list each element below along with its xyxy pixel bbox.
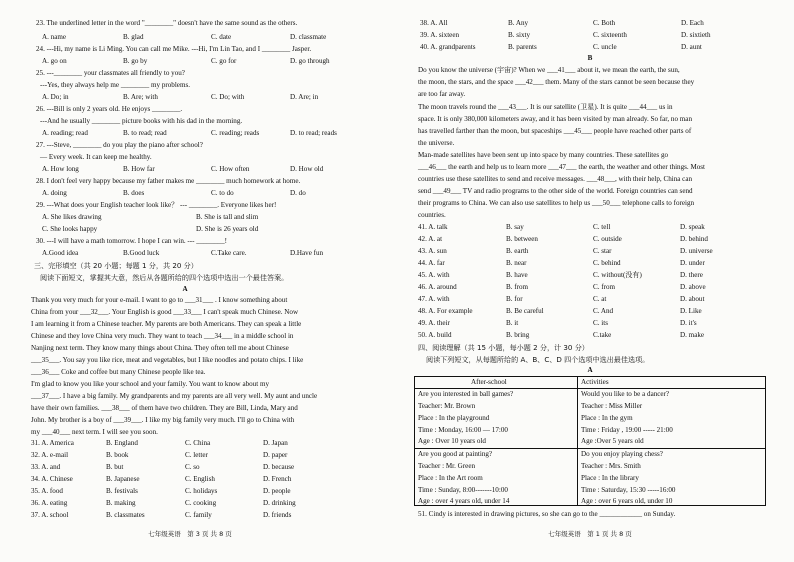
q23-stem: 23. The underlined letter in the word "________" doesn't have the same sound as the others. (36, 19, 298, 27)
q34-option-a: 34. A. Chinese (31, 475, 73, 483)
ball-games-title: Are you interested in ball games? (418, 390, 514, 398)
q42-option-d: D. behind (680, 235, 708, 243)
chess-age: Age : over 6 years old, under 10 (581, 497, 673, 505)
chess-title: Do you enjoy playing chess? (581, 450, 663, 458)
q32-option-c: C. letter (185, 451, 208, 459)
q23-option-a: A. name (42, 33, 67, 41)
q25-option-d: D. Are; in (290, 93, 319, 101)
q30-option-a: A.Good idea (42, 249, 79, 257)
dancer-time: Time : Friday , 19:00 ----- 21:00 (581, 426, 673, 434)
q25-stem-1: 25. ---________ your classmates all friendly to you? (36, 69, 185, 77)
passage-b-line: The moon travels round the ___43___. It is our satellite (卫星). It is quite ___44___ us in (418, 103, 673, 111)
painting-age: Age : over 4 years old, under 14 (418, 497, 510, 505)
q27-option-b: B. How far (123, 165, 155, 173)
table-divider (414, 448, 765, 449)
painting-place: Place : In the Art room (418, 474, 483, 482)
q47-option-a: 47. A. with (418, 295, 450, 303)
passage-a-line: John. My brother is a boy of ___39___. I like my big family very much. I'll go to China with (31, 416, 295, 424)
q36-option-c: C. cooking (185, 499, 217, 507)
ball-games-age: Age : Over 10 years old (418, 437, 486, 445)
q26-stem-2: ---And he usually ________ picture books with his dad in the morning. (40, 117, 243, 125)
q45-option-b: B. have (506, 271, 528, 279)
q27-stem-2: — Every week. It can keep me healthy. (40, 153, 152, 161)
passage-b-line: the universe. (418, 139, 455, 147)
ball-games-time: Time : Monday, 16:00 — 17:00 (418, 426, 508, 434)
passage-a-label: A (182, 285, 188, 293)
reading-a-label: A (587, 366, 593, 374)
q41-option-c: C. tell (593, 223, 611, 231)
passage-a-line: ___35___. You say you like rice, meat and vegetables, but I like noodles and potato chips. I like (31, 356, 304, 364)
q31-option-d: D. Japan (263, 439, 288, 447)
q44-option-c: C. behind (593, 259, 621, 267)
q43-option-c: C. star (593, 247, 612, 255)
q26-option-c: C. reading; reads (211, 129, 260, 137)
q49-option-c: C. its (593, 319, 608, 327)
q48-option-d: D. Like (680, 307, 702, 315)
q44-option-a: 44. A. far (418, 259, 445, 267)
q46-option-a: 46. A. around (418, 283, 457, 291)
q24-option-a: A. go on (42, 57, 67, 65)
q30-option-c: C.Take care. (211, 249, 247, 257)
q31-option-a: 31. A. America (31, 439, 74, 447)
passage-b-line: countries use these satellites to send and receive messages. ___48___, with their help, China can (418, 175, 693, 183)
q40-option-d: D. aunt (681, 43, 702, 51)
q40-option-a: 40. A. grandparents (420, 43, 476, 51)
q24-stem: 24. ---Hi, my name is Li Ming. You can call me Mike. ---Hi, I'm Lin Tao, and I ________ Jasper. (36, 45, 312, 53)
q30-option-b: B.Good luck (123, 249, 160, 257)
q42-option-a: 42. A. at (418, 235, 443, 243)
q26-stem-1: 26. ---Bill is only 2 years old. He enjoys ________. (36, 105, 183, 113)
dancer-teacher: Teacher : Miss Miller (581, 402, 643, 410)
q38-option-c: C. Both (593, 19, 616, 27)
dancer-title: Would you like to be a dancer? (581, 390, 670, 398)
q37-option-c: C. family (185, 511, 212, 519)
q29-stem: 29. ---What does your English teacher look like？ --- ________. Everyone likes her! (36, 201, 277, 209)
q24-option-d: D. go through (290, 57, 330, 65)
passage-a-line: China from your ___32___. Your English is good ___33___ I can't speak much Chinese. Now (31, 308, 299, 316)
q39-option-a: 39. A. sixteen (420, 31, 460, 39)
q25-option-c: C. Do; with (211, 93, 245, 101)
q27-option-c: C. How often (211, 165, 250, 173)
q39-option-d: D. sixtieth (681, 31, 711, 39)
painting-time: Time : Sunday, 8:00-------10:00 (418, 486, 508, 494)
q28-option-b: B. does (123, 189, 145, 197)
q44-option-d: D. under (680, 259, 705, 267)
table-divider (414, 388, 765, 389)
q38-option-d: D. Each (681, 19, 704, 27)
q31-option-b: B. England (106, 439, 138, 447)
passage-b-line: space. It is only 380,000 kilometers away, and it has been visited by man already. So far, no man (418, 115, 693, 123)
q28-option-d: D. do (290, 189, 306, 197)
q42-option-c: C. outside (593, 235, 622, 243)
q37-option-b: B. classmates (106, 511, 145, 519)
q26-option-a: A. reading; read (42, 129, 88, 137)
q40-option-b: B. parents (508, 43, 537, 51)
table-head-after-school: After-school (471, 378, 507, 386)
q46-option-d: D. above (680, 283, 706, 291)
q26-option-d: D. to read; reads (290, 129, 337, 137)
passage-b-line: Do you know the universe (宇宙)? When we ___41___ about it, we mean the earth, the sun, (418, 66, 680, 74)
passage-a-line: I'm glad to know you like your school and your family. You want to know about my (31, 380, 270, 388)
passage-a-line: have their own families. ___38___ of them have two children. They are Bill, Linda, Mary and (31, 404, 298, 412)
painting-title: Are you good at painting? (418, 450, 493, 458)
q45-option-a: 45. A. with (418, 271, 450, 279)
q51-stem: 51. Cindy is interested in drawing pictures, so she can go to the ____________ on Sunday. (418, 510, 676, 518)
q27-option-a: A. How long (42, 165, 79, 173)
q41-option-a: 41. A. talk (418, 223, 448, 231)
q36-option-b: B. making (106, 499, 136, 507)
chess-teacher: Teacher : Mrs. Smith (581, 462, 641, 470)
q49-option-a: 49. A. their (418, 319, 450, 327)
table-divider (577, 376, 578, 505)
q40-option-c: C. uncle (593, 43, 617, 51)
page-footer-right: 七年级英语 第 1 页 共 8 页 (548, 530, 632, 538)
table-head-activities: Activities (581, 378, 609, 386)
q43-option-b: B. earth (506, 247, 529, 255)
page-footer-left: 七年级英语 第 3 页 共 8 页 (148, 530, 232, 538)
q29-option-a: A. She likes drawing (42, 213, 102, 221)
q31-option-c: C. China (185, 439, 211, 447)
q27-stem-1: 27. ---Steve, ________ do you play the piano after school? (36, 141, 203, 149)
q29-option-b: B. She is tall and slim (196, 213, 259, 221)
q50-option-b: B. bring (506, 331, 530, 339)
q28-stem: 28. I don't feel very happy because my father makes me ________ much homework at home. (36, 177, 301, 185)
section-4-title: 四、阅读理解（共 15 小题，每小题 2 分，计 30 分） (418, 343, 589, 352)
passage-a-line: I am learning it from a Chinese teacher. My parents are both Americans. They can speak a little (31, 320, 302, 328)
q33-option-d: D. because (263, 463, 295, 471)
q38-option-b: B. Any (508, 19, 529, 27)
passage-b-label: B (587, 54, 593, 62)
dancer-age: Age :Over 5 years old (581, 437, 644, 445)
q47-option-d: D. about (680, 295, 705, 303)
section-3-title: 三、完形填空（共 20 小题；每题 1 分，共 20 分） (34, 261, 198, 270)
q25-option-a: A. Do; in (42, 93, 69, 101)
q39-option-c: C. sixteenth (593, 31, 627, 39)
q43-option-a: 43. A. sun (418, 247, 447, 255)
q29-option-d: D. She is 26 years old (196, 225, 259, 233)
q30-stem: 30. ---I will have a math tomorrow. I hope I can win. --- ________! (36, 237, 228, 245)
section-4-instructions: 阅读下列短文，从每题所给的 A、B、C、D 四个选项中选出最佳选项。 (426, 355, 650, 364)
q35-option-b: B. festivals (106, 487, 138, 495)
q32-option-b: B. book (106, 451, 129, 459)
q33-option-b: B. but (106, 463, 124, 471)
q23-option-c: C. date (211, 33, 232, 41)
passage-b-line: their programs to China. We can also use satellites to help us ___50___ telephone calls to foreign (418, 199, 695, 207)
q34-option-b: B. Japanese (106, 475, 140, 483)
q33-option-a: 33. A. and (31, 463, 61, 471)
q41-option-d: D. speak (680, 223, 705, 231)
q27-option-d: D. How old (290, 165, 324, 173)
q43-option-d: D. universe (680, 247, 713, 255)
q34-option-c: C. English (185, 475, 215, 483)
passage-b-line: are too far away. (418, 90, 466, 98)
passage-b-line: ___46___ the earth and help us to learn more ___47___ the earth, the weather and other things. Most (418, 163, 706, 171)
passage-a-line: my ___40___ next term. I will see you soon. (31, 428, 158, 436)
ball-games-place: Place : In the playground (418, 414, 490, 422)
q24-option-b: B. go by (123, 57, 148, 65)
dancer-place: Place : In the gym (581, 414, 633, 422)
q33-option-c: C. so (185, 463, 200, 471)
q47-option-b: B. for (506, 295, 523, 303)
q29-option-c: C. She looks happy (42, 225, 98, 233)
q34-option-d: D. French (263, 475, 292, 483)
chess-place: Place : In the library (581, 474, 639, 482)
q37-option-d: D. friends (263, 511, 292, 519)
q46-option-c: C. from (593, 283, 616, 291)
q30-option-d: D.Have fun (290, 249, 324, 257)
passage-b-line: send ___49___ TV and radio programs to the other side of the world. Foreign countries can send (418, 187, 693, 195)
q32-option-d: D. paper (263, 451, 288, 459)
passage-a-line: ___36___ Coke and coffee but many Chinese people like tea. (31, 368, 206, 376)
q35-option-d: D. people (263, 487, 291, 495)
q45-option-d: D. there (680, 271, 703, 279)
q32-option-a: 32. A. e-mail (31, 451, 69, 459)
q48-option-a: 48. A. For example (418, 307, 473, 315)
q48-option-c: C. And (593, 307, 614, 315)
q45-option-c: C. without(没有) (593, 271, 642, 279)
q48-option-b: B. Be careful (506, 307, 544, 315)
q49-option-d: D. it's (680, 319, 697, 327)
q37-option-a: 37. A. school (31, 511, 69, 519)
ball-games-teacher: Teacher: Mr. Brown (418, 402, 476, 410)
q38-option-a: 38. A. All (420, 19, 448, 27)
q36-option-d: D. drinking (263, 499, 296, 507)
q23-option-b: B. glad (123, 33, 144, 41)
q36-option-a: 36. A. eating (31, 499, 68, 507)
q24-option-c: C. go for (211, 57, 237, 65)
passage-a-line: Thank you very much for your e-mail. I want to go to ___31___ . I know something about (31, 296, 288, 304)
passage-b-line: has travelled farther than the moon, but spaceships ___45___ people have reached other parts of (418, 127, 692, 135)
passage-b-line: the moon, the stars, and the space ___42___ them. Many of the stars cannot be seen because they (418, 78, 695, 86)
passage-a-line: ___37___. I have a big family. My grandparents and my parents are all very well. My aunt and uncle (31, 392, 318, 400)
q23-option-d: D. classmate (290, 33, 327, 41)
q50-option-a: 50. A. build (418, 331, 452, 339)
q25-stem-2: ---Yes, they always help me ________ my problems. (40, 81, 191, 89)
q44-option-b: B. near (506, 259, 527, 267)
q39-option-b: B. sixty (508, 31, 531, 39)
passage-a-line: Chinese and they love China very much. They want to teach ___34___ in a middle school in (31, 332, 294, 340)
q49-option-b: B. it (506, 319, 519, 327)
q46-option-b: B. from (506, 283, 529, 291)
q50-option-c: C.take (593, 331, 612, 339)
q47-option-c: C. at (593, 295, 607, 303)
passage-a-line: Nanjing next term. They know many things about China. They often tell me about Chinese (31, 344, 289, 352)
q26-option-b: B. to read; read (123, 129, 167, 137)
q28-option-a: A. doing (42, 189, 67, 197)
passage-b-line: countries. (418, 211, 446, 219)
q28-option-c: C. to do (211, 189, 234, 197)
q42-option-b: B. between (506, 235, 538, 243)
section-3-instructions: 阅读下面短文，掌握其大意，然后从各题所给的四个选项中选出一个最佳答案。 (40, 273, 289, 282)
painting-teacher: Teacher : Mr. Green (418, 462, 476, 470)
q41-option-b: B. say (506, 223, 524, 231)
chess-time: Time : Saturday, 15:30 -----16:00 (581, 486, 676, 494)
passage-b-line: Man-made satellites have been sent up into space by many countries. These satellites go (418, 151, 669, 159)
q25-option-b: B. Are; with (123, 93, 158, 101)
q35-option-c: C. holidays (185, 487, 218, 495)
q35-option-a: 35. A. food (31, 487, 63, 495)
q50-option-d: D. make (680, 331, 705, 339)
